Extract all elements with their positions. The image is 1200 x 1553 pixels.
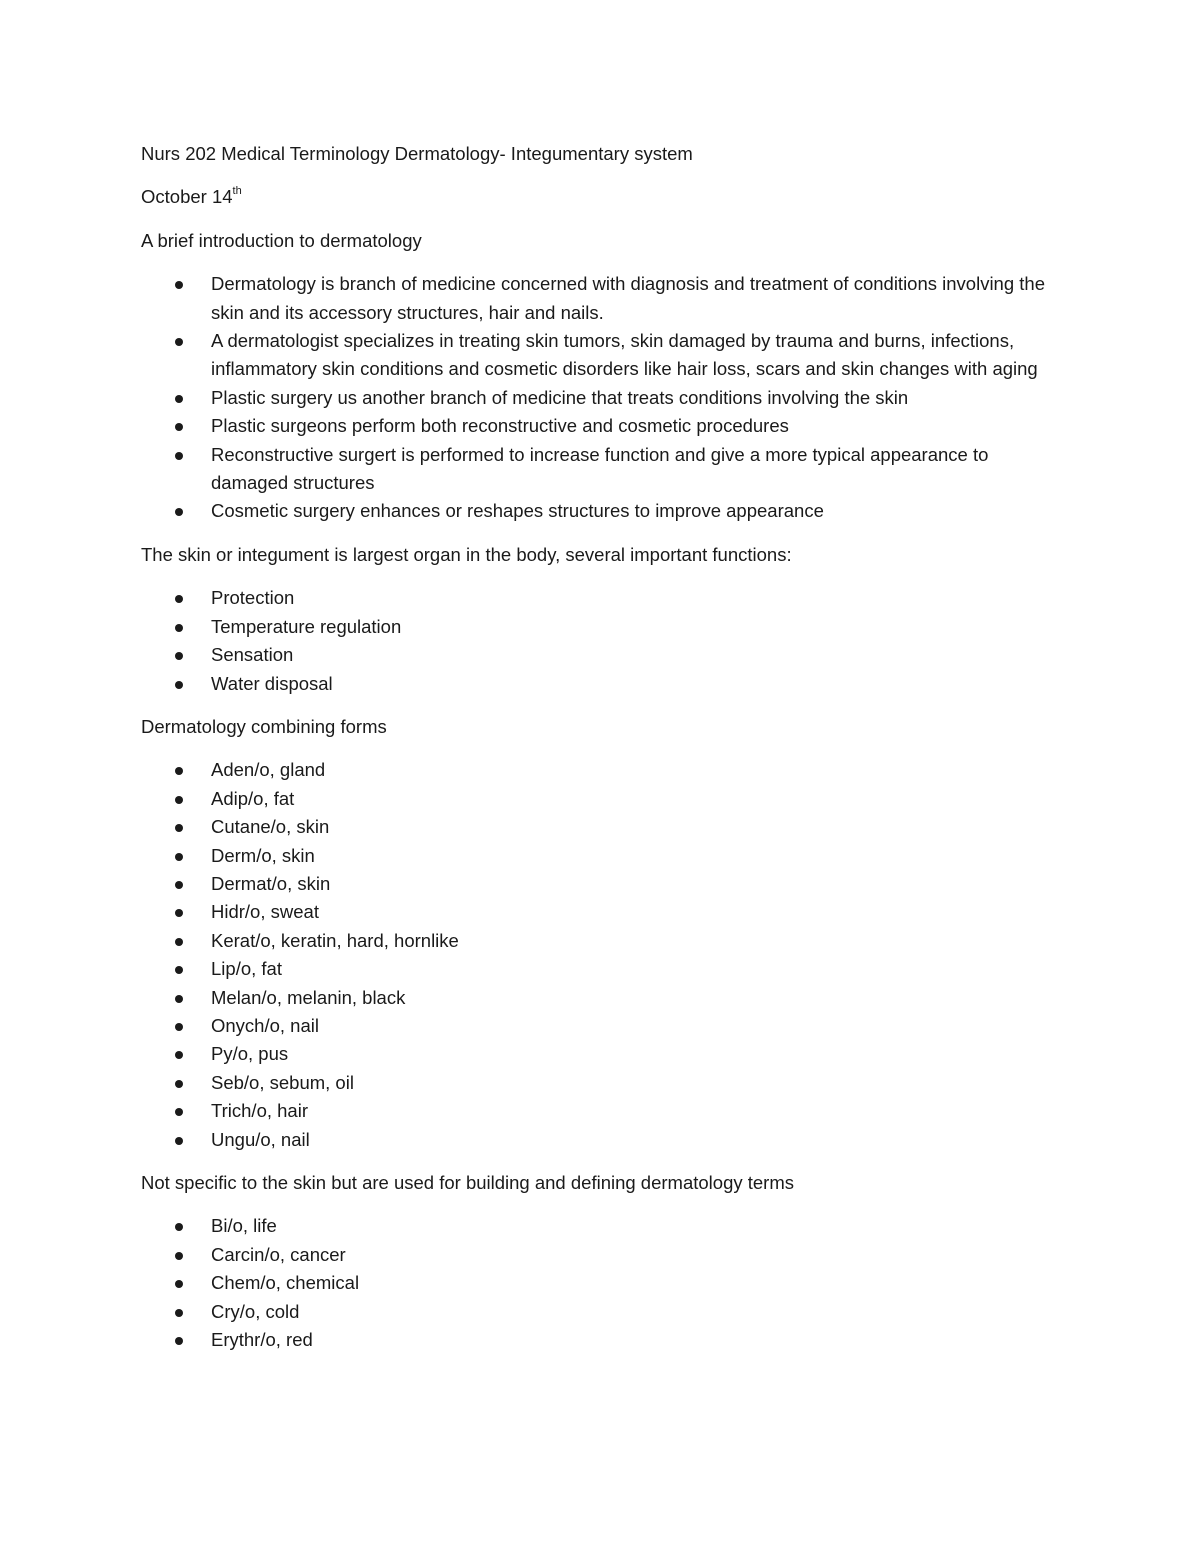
list-item-text: Melan/o, melanin, black: [211, 986, 406, 1008]
document-date: [141, 183, 1061, 211]
list-item: [141, 641, 1061, 669]
list-item-text: Derm/o, skin: [211, 844, 315, 866]
date-suffix: th: [232, 185, 242, 198]
nonspecific-forms-list: [141, 1212, 1061, 1354]
document-body: [141, 140, 1061, 1369]
list-item-text: Cutane/o, skin: [211, 816, 330, 838]
list-item: [141, 1097, 1061, 1125]
list-item: [141, 1298, 1061, 1326]
bullet-icon: [175, 881, 183, 889]
bullet-icon: [175, 423, 183, 431]
list-item: [141, 756, 1061, 784]
list-item: [141, 670, 1061, 698]
list-item: [141, 785, 1061, 813]
document-title: Nurs 202 Medical Terminology Dermatology- Integumentary system: [141, 143, 693, 164]
list-item-text: Sensation: [211, 644, 294, 666]
bullet-icon: [175, 281, 183, 289]
bullet-icon: [175, 1023, 183, 1031]
list-item: [141, 813, 1061, 841]
bullet-icon: [175, 1051, 183, 1059]
bullet-icon: [175, 1280, 183, 1288]
list-item: [141, 412, 1061, 440]
list-item: [141, 613, 1061, 641]
bullet-icon: [175, 824, 183, 832]
list-item: [141, 1241, 1061, 1269]
list-item: [141, 327, 1061, 384]
list-item-text: Plastic surgery us another branch of medicine that treats conditions involving the skin: [211, 386, 909, 408]
list-item-text: Ungu/o, nail: [211, 1128, 310, 1150]
list-item: [141, 270, 1061, 327]
bullet-icon: [175, 681, 183, 689]
list-item: [141, 870, 1061, 898]
list-item-text: Kerat/o, keratin, hard, hornlike: [211, 929, 459, 951]
skin-functions-list: [141, 584, 1061, 698]
skin-heading: The skin or integument is largest organ in the body, several important functions:: [141, 543, 792, 565]
combining-forms-list: [141, 756, 1061, 1154]
list-item-text: Adip/o, fat: [211, 787, 295, 809]
bullet-icon: [175, 1223, 183, 1231]
nonspecific-heading: Not specific to the skin but are used for building and defining dermatology terms: [141, 1172, 795, 1193]
list-item: [141, 497, 1061, 525]
list-item-text: A dermatologist specializes in treating skin tumors, skin damaged by trauma and burns, infections, inflammatory skin conditions and cosmetic disorders like hair loss, scars and skin changes with aging: [211, 330, 1038, 380]
list-item: [141, 1012, 1061, 1040]
list-item: [141, 898, 1061, 926]
bullet-icon: [175, 909, 183, 917]
bullet-icon: [175, 1309, 183, 1317]
list-item: [141, 927, 1061, 955]
bullet-icon: [175, 452, 183, 460]
list-item-text: Onych/o, nail: [211, 1014, 319, 1036]
list-item: [141, 1040, 1061, 1068]
bullet-icon: [175, 938, 183, 946]
list-item: [141, 955, 1061, 983]
list-item-text: Dermatology is branch of medicine concerned with diagnosis and treatment of conditions involving the skin and its accessory structures, hair and nails.: [211, 273, 1045, 323]
list-item: [141, 584, 1061, 612]
list-item: [141, 384, 1061, 412]
list-item-text: Water disposal: [211, 672, 333, 694]
list-item-text: Plastic surgeons perform both reconstructive and cosmetic procedures: [211, 415, 789, 437]
forms-heading: Dermatology combining forms: [141, 715, 387, 737]
bullet-icon: [175, 595, 183, 603]
list-item: [141, 1126, 1061, 1154]
bullet-icon: [175, 1252, 183, 1260]
list-item-text: Erythr/o, red: [211, 1329, 313, 1351]
list-item-text: Carcin/o, cancer: [211, 1243, 346, 1265]
bullet-icon: [175, 767, 183, 775]
list-item: [141, 984, 1061, 1012]
bullet-icon: [175, 1108, 183, 1116]
list-item-text: Hidr/o, sweat: [211, 901, 319, 923]
bullet-icon: [175, 508, 183, 516]
bullet-icon: [175, 966, 183, 974]
list-item-text: Trich/o, hair: [211, 1100, 308, 1122]
bullet-icon: [175, 624, 183, 632]
list-item-text: Dermat/o, skin: [211, 872, 331, 894]
list-item: [141, 1069, 1061, 1097]
list-item: [141, 441, 1061, 498]
bullet-icon: [175, 853, 183, 861]
bullet-icon: [175, 395, 183, 403]
list-item-text: Cosmetic surgery enhances or reshapes structures to improve appearance: [211, 500, 824, 522]
bullet-icon: [175, 338, 183, 346]
list-item-text: Aden/o, gland: [211, 759, 326, 781]
list-item-text: Chem/o, chemical: [211, 1272, 360, 1294]
intro-heading: A brief introduction to dermatology: [141, 229, 422, 251]
date-text: October 14: [141, 186, 233, 208]
intro-list: [141, 270, 1061, 526]
bullet-icon: [175, 1080, 183, 1088]
bullet-icon: [175, 995, 183, 1003]
list-item-text: Temperature regulation: [211, 615, 402, 637]
list-item-text: Protection: [211, 587, 295, 609]
list-item: [141, 1326, 1061, 1354]
bullet-icon: [175, 1137, 183, 1145]
list-item-text: Lip/o, fat: [211, 958, 282, 980]
list-item-text: Seb/o, sebum, oil: [211, 1071, 354, 1093]
bullet-icon: [175, 652, 183, 660]
list-item: [141, 1212, 1061, 1240]
list-item-text: Bi/o, life: [211, 1215, 277, 1237]
bullet-icon: [175, 796, 183, 804]
list-item-text: Reconstructive surgert is performed to increase function and give a more typical appearance to damaged structures: [211, 443, 989, 494]
list-item-text: Cry/o, cold: [211, 1300, 300, 1322]
bullet-icon: [175, 1337, 183, 1345]
list-item: [141, 1269, 1061, 1297]
list-item-text: Py/o, pus: [211, 1043, 289, 1065]
list-item: [141, 842, 1061, 870]
